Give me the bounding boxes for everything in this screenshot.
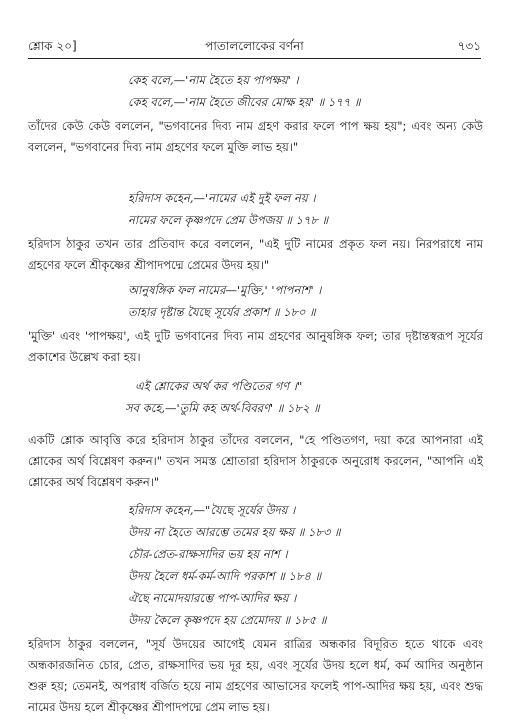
verse-line: কেহ বলে,—'নাম হৈতে জীবের মোক্ষ হয়' ॥ ১৭৭ ॥ [128, 95, 361, 109]
verse-line: আনুষঙ্গিক ফল নামের—'মুক্তি,' 'পাপনাশ' । [128, 283, 322, 297]
verse-line: তাহার দৃষ্টান্ত যৈছে সূর্যের প্রকাশ ॥ ১৮০ ॥ [128, 305, 316, 319]
verse-line: হরিদাস কহেন,—"যৈছে সূর্যের উদয় । [128, 503, 296, 517]
verse-range-label: শ্লোক ২০] [28, 39, 77, 53]
verse-line: উদয় কৈলে কৃষ্ণপদে হয় প্রেমোদয় ॥ ১৮৫ ॥ [128, 613, 327, 627]
chapter-running-title: পাতাললোকের বর্ণনা [205, 39, 304, 53]
verse-line: সব কহে,—'তুমি কহ অর্থ-বিবরণ' ॥ ১৮২ ॥ [125, 401, 320, 415]
translation-paragraph: একটি শ্লোক আবৃত্তি করে হরিদাস ঠাকুর তাঁদের বললেন, "হে পণ্ডিতগণ, দয়া করে আপনারা এই শ্লোকের অর্থ বিশ্লেষণ করুন।" তখন সমস্ত শ্রোতারা হরিদাস ঠাকুরকে অনুরোধ করলেন, "আপনি এই শ্লোকের অর্থ বিশ্লেষণ করুন।" [28, 433, 483, 489]
verse-line: উদয় হৈলে ধর্ম-কর্ম-আদি পরকাশ ॥ ১৮৪ ॥ [128, 569, 322, 583]
translation-paragraph: হরিদাস ঠাকুর বললেন, "সূর্য উদয়ের আগেই যেমন রাত্রির অন্ধকার বিদূরিত হতে থাকে এবং অন্ধকারজনিত চোর, প্রেত, রাক্ষসাদির ভয় দূর হয়, এবং সূর্যের উদয় হলে ধর্ম, কর্ম আদির অনুষ্ঠান শুরু হয়; তেমনই, অপরাধ বর্জিত হয়ে নাম গ্রহণের আভাসের ফলেই পাপ-আদির ক্ষয় হয়, এবং শুদ্ধ নামের উদয় হলে শ্রীকৃষ্ণের শ্রীপাদপদ্মে প্রেম লাভ হয়। [28, 637, 483, 714]
translation-paragraph: তাঁদের কেউ কেউ বললেন, "ভগবানের দিব্য নাম গ্রহণ করার ফলে পাপ ক্ষয় হয়"; এবং অন্য কেউ বললেন, "ভগবানের দিব্য নাম গ্রহণের ফলে মুক্তি লাভ হয়।" [28, 119, 483, 154]
verse-line: কেহ বলে,—'নাম হৈতে হয় পাপক্ষয়' । [128, 73, 299, 87]
verse-line: চৌর-প্রেত-রাক্ষসাদির ভয় হয় নাশ । [128, 547, 288, 561]
translation-paragraph: 'মুক্তি' এবং 'পাপক্ষয়', এই দুটি ভগবানের দিব্য নাম গ্রহণের আনুষঙ্গিক ফল; তার দৃষ্টান্তস্বরূপ সূর্যের প্রকাশের উল্লেখ করা হয়। [28, 329, 483, 364]
translation-paragraph: হরিদাস ঠাকুর তখন তার প্রতিবাদ করে বললেন, "এই দুটি নামের প্রকৃত ফল নয়। নিরপরাধে নাম গ্রহণের ফলে শ্রীকৃষ্ণের শ্রীপাদপদ্মে প্রেমের উদয় হয়।" [28, 237, 483, 272]
page-number: ৭৩১ [457, 39, 481, 53]
verse-line: হরিদাস কহেন,—'নামের এই দুই ফল নয় । [128, 191, 316, 205]
verse-line: উদয় না হৈতে আরম্ভে তমের হয় ক্ষয় ॥ ১৮৩ ॥ [128, 525, 341, 539]
page-header [28, 38, 481, 59]
verse-line: ঐছে নামোদয়ারম্ভে পাপ-আদির ক্ষয় । [128, 591, 297, 605]
verse-line: নামের ফলে কৃষ্ণপদে প্রেম উপজয় ॥ ১৭৮ ॥ [128, 213, 329, 227]
verse-line: এই শ্লোকের অর্থ কর পণ্ডিতের গণ ।" [135, 379, 303, 393]
